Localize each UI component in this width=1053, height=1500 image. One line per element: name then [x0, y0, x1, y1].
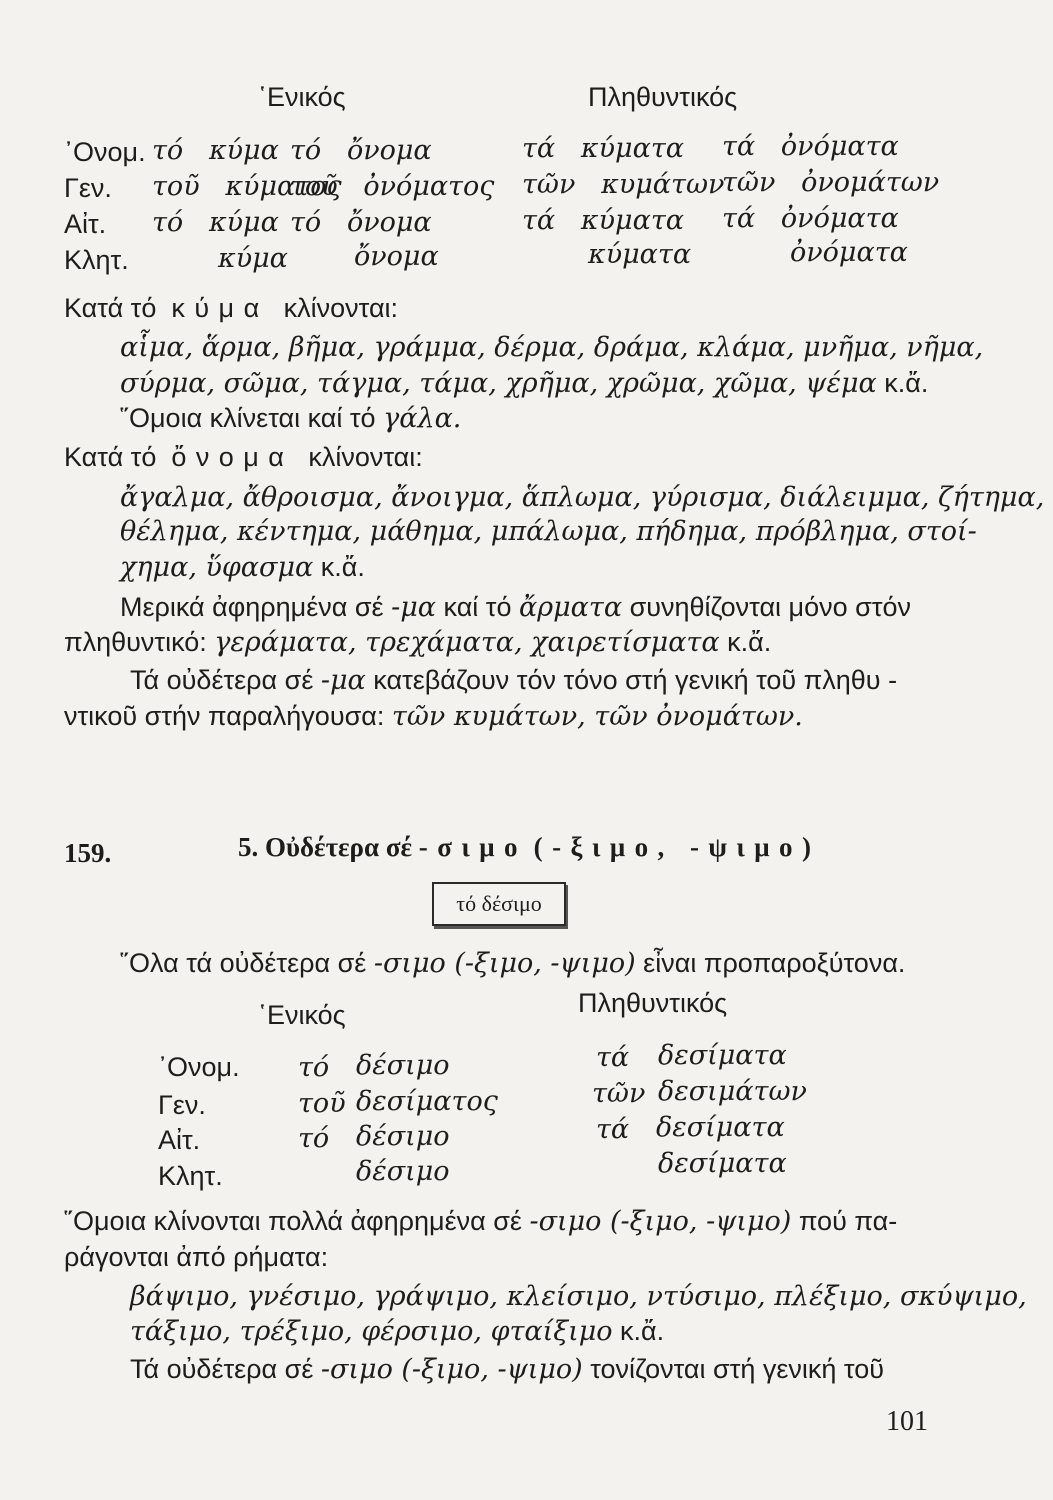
article: τά — [596, 1042, 630, 1073]
abbreviation: κ.ἄ. — [727, 627, 772, 657]
intro-text: κλίνονται: — [283, 293, 399, 323]
spaced-word: ὄνομα — [171, 442, 294, 472]
spaced-word: κύμα — [171, 293, 269, 323]
case-label: Γεν. — [158, 1090, 206, 1120]
suffixes: -σιμο (-ξιμο, -ψιμο) — [320, 1354, 583, 1385]
kyma-list-line — [120, 368, 928, 399]
abbreviation: κ.ἄ. — [320, 552, 365, 582]
onoma-list-line — [120, 552, 365, 583]
kyma-similar — [120, 403, 461, 434]
para-text: τονίζονται στή γενική τοῦ — [590, 1354, 884, 1384]
table-cell: τά κύματα — [522, 133, 684, 164]
table-cell: τό ὄνομα — [290, 207, 432, 238]
title-suffix-alt: (-ξιμο, -ψιμο) — [533, 832, 821, 862]
para3-list-line: βάψιμο, γνέσιμο, γράψιμο, κλείσιμο, ντύσιμο, πλέξιμο, σκύψιμο, — [130, 1281, 1027, 1312]
section-title — [238, 832, 820, 863]
table-cell: κύματα — [588, 239, 692, 270]
abbreviation: κ.ἄ. — [620, 1316, 665, 1346]
section-number: 159. — [64, 838, 112, 868]
para-text: συνηθίζονται μόνο στόν — [629, 592, 911, 622]
singular-form: δέσιμο — [356, 1050, 450, 1081]
table-cell: κύμα — [218, 243, 288, 274]
table-cell: τοῦ ὀνόματος — [290, 171, 495, 202]
table1-plural-header: Πληθυντικός — [588, 82, 738, 112]
plural-form: δεσιμάτων — [658, 1076, 807, 1107]
table-cell: τό κύμα — [152, 207, 279, 238]
suffix: -μα — [391, 592, 437, 623]
case-label: Κλητ. — [64, 245, 129, 275]
intro-text: κλίνονται: — [308, 442, 423, 472]
article: τά — [596, 1114, 630, 1145]
para1-line2 — [64, 627, 771, 658]
table2-plural-header: Πληθυντικός — [578, 988, 728, 1018]
table-cell: τά κύματα — [522, 205, 684, 236]
word-list: τάξιμο, τρέξιμο, φέρσιμο, φταίξιμο — [130, 1316, 613, 1347]
suffix: -μα — [320, 665, 366, 696]
example-word: ἄρματα — [519, 592, 623, 623]
case-label: ᾿Ονομ. — [64, 137, 146, 167]
case-label: Γεν. — [64, 173, 112, 203]
similar-word: γάλα. — [383, 403, 462, 434]
abbreviation: κ.ἄ. — [884, 368, 929, 398]
para-text: εἶναι προπαροξύτονα. — [643, 948, 906, 978]
case-label: Αἰτ. — [64, 209, 107, 239]
example-words: τῶν κυμάτων, τῶν ὀνομάτων. — [391, 701, 803, 732]
para-text: ντικοῦ στήν παραλήγουσα: — [64, 701, 385, 731]
article: τό — [298, 1123, 330, 1154]
table-cell: τά ὀνόματα — [722, 131, 899, 162]
para-text: Τά οὐδέτερα σέ — [130, 665, 314, 695]
onoma-intro — [64, 442, 423, 473]
suffixes: -σιμο (-ξιμο, -ψιμο) — [529, 1206, 792, 1237]
example-word-box: τό δέσιμο — [432, 882, 566, 926]
para2-line1 — [130, 665, 897, 696]
para-text: πού πα- — [798, 1206, 898, 1236]
plural-form: δεσίματα — [658, 1040, 787, 1071]
onoma-list-line: ἄγαλμα, ἄθροισμα, ἄνοιγμα, ἅπλωμα, γύρισμα, διάλειμμα, ζήτημα, — [120, 482, 1045, 513]
table-cell: τά ὀνόματα — [722, 203, 899, 234]
kyma-list-line: αἷμα, ἅρμα, βῆμα, γράμμα, δέρμα, δράμα, κλάμα, μνῆμα, νῆμα, — [120, 332, 984, 363]
intro-text: Κατά τό — [64, 442, 157, 472]
para-text: καί τό — [443, 592, 512, 622]
similar-text: ῞Ομοια κλίνεται καί τό — [120, 403, 376, 433]
example-words: γεράματα, τρεχάματα, χαιρετίσματα — [214, 627, 720, 658]
case-label: Αἰτ. — [158, 1125, 201, 1155]
para-text: κατεβάζουν τόν τόνο στή γενική τοῦ πληθυ - — [373, 665, 898, 695]
title-text: 5. Οὐδέτερα σέ — [238, 832, 413, 862]
table-cell: τό κύμα — [152, 135, 279, 166]
kyma-intro — [64, 293, 398, 324]
table-cell: τό ὄνομα — [290, 135, 432, 166]
singular-form: δέσιμο — [356, 1156, 450, 1187]
article: τό — [298, 1052, 330, 1083]
singular-form: δέσιμο — [356, 1121, 450, 1152]
page-number: 101 — [886, 1406, 928, 1437]
para4-line1 — [130, 1354, 884, 1385]
table-cell: ὀνόματα — [790, 237, 908, 268]
article: τῶν — [592, 1078, 646, 1109]
para-text: Μερικά ἀφηρημένα σέ — [120, 592, 384, 622]
para1-line1 — [120, 592, 911, 623]
word-list: σύρμα, σῶμα, τάγμα, τάμα, χρῆμα, χρῶμα, χῶμα, ψέμα — [120, 368, 877, 399]
onoma-list-line: θέλημα, κέντημα, μάθημα, μπάλωμα, πήδημα, πρόβλημα, στοί- — [120, 516, 977, 547]
para3-line1 — [64, 1206, 897, 1237]
table-cell: τοῦ κύματος — [152, 171, 342, 202]
para-text: Τά οὐδέτερα σέ — [130, 1354, 314, 1384]
para3-list-line — [130, 1316, 664, 1347]
table-cell: ὄνομα — [354, 241, 439, 272]
para-text: ῞Ομοια κλίνονται πολλά ἀφηρημένα σέ — [64, 1206, 522, 1236]
case-label: Κλητ. — [158, 1161, 223, 1191]
para-text: πληθυντικό: — [64, 627, 207, 657]
suffixes: -σιμο (-ξιμο, -ψιμο) — [373, 948, 636, 979]
title-suffix: -σιμο — [418, 832, 527, 862]
plural-form: δεσίματα — [656, 1112, 785, 1143]
table1-singular-header: ῾Ενικός — [258, 82, 346, 112]
para-text: ῞Ολα τά οὐδέτερα σέ — [120, 948, 367, 978]
singular-form: δεσίματος — [356, 1086, 498, 1117]
intro-text: Κατά τό — [64, 293, 157, 323]
plural-form: δεσίματα — [658, 1148, 787, 1179]
table2-singular-header: ῾Ενικός — [258, 1000, 346, 1030]
article: τοῦ — [298, 1088, 346, 1119]
word-list: χημα, ὕφασμα — [120, 552, 314, 583]
case-label: ᾿Ονομ. — [158, 1052, 240, 1082]
rule-line — [120, 948, 905, 979]
para2-line2 — [64, 701, 803, 732]
table-cell: τῶν ὀνομάτων — [722, 167, 940, 198]
para3-line2: ράγονται ἀπό ρήματα: — [64, 1242, 329, 1272]
table-cell: τῶν κυμάτων — [522, 169, 725, 200]
